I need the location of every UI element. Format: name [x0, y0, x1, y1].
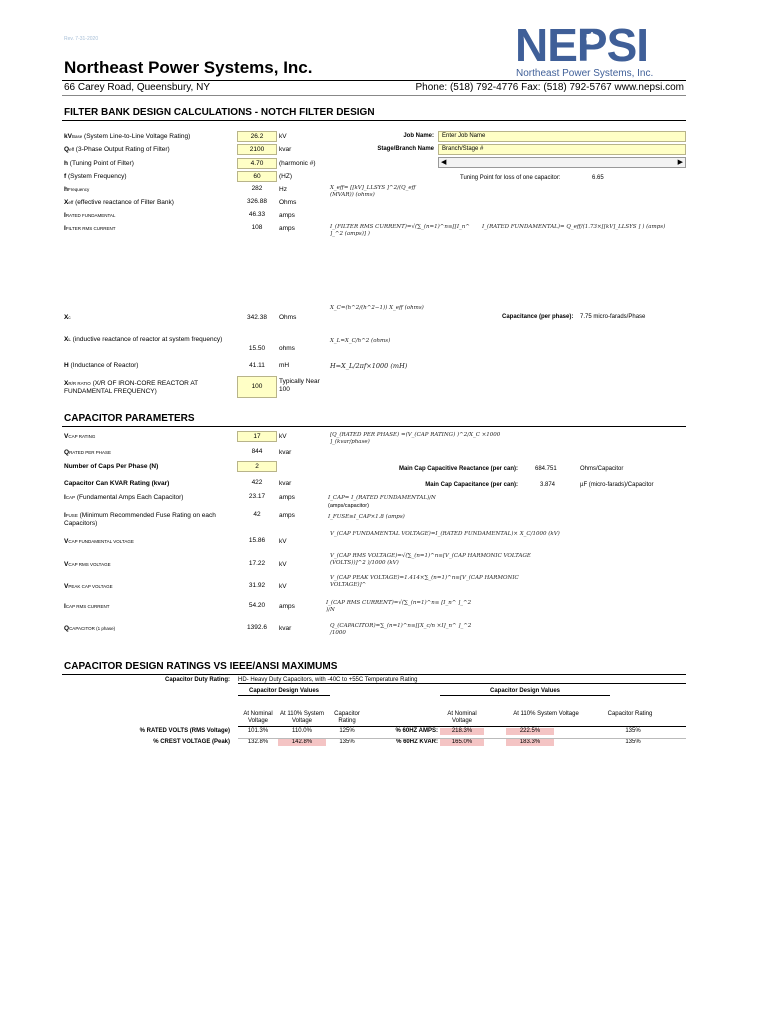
symbol: X: [64, 380, 69, 387]
subscript: CAP RMS VOLTAGE: [68, 562, 111, 567]
param-input[interactable]: 26.2: [237, 131, 277, 142]
symbol: I: [64, 494, 66, 501]
reactance-label: [64, 380, 234, 396]
symbol: Q: [64, 625, 70, 632]
revision-date: Rev. 7-31-2020: [64, 36, 99, 42]
main-cap-cap-value: 3.874: [540, 482, 556, 488]
symbol: V: [64, 561, 69, 568]
param-unit: Ohms: [279, 199, 297, 206]
nominal-value: 218.3%: [440, 728, 484, 735]
col-nominal-left: At Nominal Voltage: [243, 711, 273, 724]
cap-unit: amps: [279, 603, 295, 610]
qcap-formula: Q_(CAPACITOR)=∑_(n=1)^n≡[[X_c/n ×I]_n^ ]_^2 /1000: [330, 623, 472, 636]
capacitor-section-title: CAPACITOR PARAMETERS: [64, 413, 195, 424]
reactance-unit: ohms: [279, 345, 295, 352]
design-values-header-left: Capacitor Design Values: [238, 688, 330, 696]
contact-info: Phone: (518) 792-4776 Fax: (518) 792-5767 www.nepsi.com: [415, 82, 684, 93]
company-name: Northeast Power Systems, Inc.: [64, 58, 313, 77]
job-name-label: Job Name:: [403, 133, 434, 139]
subscript: eff: [68, 200, 74, 205]
power-icon: [584, 30, 600, 46]
table-bottom-rule: [238, 738, 686, 739]
subscript: Frequency: [67, 187, 90, 192]
scroll-right-icon[interactable]: ▶: [677, 159, 683, 166]
subscript: CAP FUNDAMENTAL VOLTAGE: [68, 539, 134, 544]
description: (effective reactance of Filter Bank): [75, 199, 174, 206]
param-value: 108: [251, 224, 263, 231]
rating-value: 135%: [625, 739, 641, 745]
main-cap-react-unit: Ohms/Capacitor: [580, 466, 624, 472]
main-cap-react-label: Main Cap Capacitive Reactance (per can):: [398, 466, 518, 472]
param-label: [64, 146, 234, 154]
v110-value: 222.5%: [506, 728, 554, 735]
symbol: kV: [64, 133, 72, 140]
cap-value: 42: [253, 511, 261, 518]
col-rating-right: Capacitor Rating: [607, 711, 653, 717]
param-label: [64, 212, 234, 220]
nominal-value: 165.0%: [440, 739, 484, 746]
description: Capacitor Can KVAR Rating (kvar): [64, 480, 170, 487]
param-label: [64, 225, 234, 233]
reactance-label: [64, 314, 234, 322]
description: (System Line-to-Line Voltage Rating): [84, 133, 191, 140]
cap-label: [64, 463, 234, 471]
nepsi-logo: [515, 19, 649, 71]
cap-unit: kV: [279, 538, 287, 545]
cap-value: 54.20: [248, 602, 266, 609]
cap-unit: kvar: [279, 449, 292, 456]
subscript: R/R RATIO: [68, 381, 91, 386]
cap-value: 17.22: [248, 560, 266, 567]
vcap-fund-formula: V_(CAP FUNDAMENTAL VOLTAGE)=I_(RATED FUNDAMENTAL)× X_C/1000 (kV): [330, 531, 560, 537]
stage-label: Stage/Branch Name: [377, 146, 434, 152]
cap-unit: kV: [279, 583, 287, 590]
subscript: CAP: [65, 495, 76, 500]
scroll-left-icon[interactable]: ◀: [441, 159, 447, 166]
logo-subtitle: Northeast Power Systems, Inc.: [516, 68, 654, 79]
cap-label: [64, 480, 234, 488]
cap-label: [64, 603, 234, 611]
rating-row-label: % CREST VOLTAGE (Peak): [153, 739, 230, 745]
param-unit: amps: [279, 225, 295, 232]
cap-label: [64, 512, 234, 528]
cap-label: [64, 449, 234, 457]
v110-value: 142.8%: [278, 739, 326, 746]
logo-text: NEPSI: [515, 19, 649, 71]
rating-value: 125%: [339, 728, 355, 734]
rating-row-label: % 60HZ KVAR:: [396, 739, 438, 745]
cap-unit: kvar: [279, 480, 292, 487]
subscript: RATED PER PHASE: [69, 450, 111, 455]
col-nominal-right: At Nominal Voltage: [447, 711, 477, 724]
subscript: FILTER RMS CURRENT: [65, 226, 116, 231]
rating-row-label: % 60HZ AMPS:: [395, 728, 438, 734]
reactance-unit: Typically Near 100: [279, 378, 320, 393]
icap-unit: (amps/capacitor): [328, 503, 369, 509]
vcap-peak-formula: V_(CAP PEAK VOLTAGE)=1.414×∑_(n=1)^n≡[V_(CAP HARMONIC VOLTAGE)]^: [330, 575, 519, 588]
param-input[interactable]: 4.70: [237, 158, 277, 169]
subscript: RATED FUNDAMENTAL: [65, 213, 116, 218]
symbol: X: [64, 336, 69, 343]
ifuse-formula: I_FUSE≥I_CAP×1.8 (amps): [328, 514, 405, 520]
symbol: H: [64, 362, 69, 369]
reactance-value: 41.11: [249, 362, 265, 369]
symbol: h: [64, 186, 68, 193]
subscript: FUSE: [65, 513, 78, 518]
cap-value: 844: [251, 448, 263, 455]
symbol: h: [64, 160, 68, 167]
symbol: V: [64, 583, 69, 590]
design-values-header-right: Capacitor Design Values: [440, 688, 610, 696]
symbol: I: [64, 225, 66, 232]
cap-unit: kvar: [279, 625, 292, 632]
cap-section-rule: [62, 426, 686, 427]
nominal-value: 101.3%: [247, 728, 269, 734]
nominal-value: 132.8%: [247, 739, 269, 745]
page-title: FILTER BANK DESIGN CALCULATIONS - NOTCH FILTER DESIGN: [64, 107, 375, 118]
reactance-value: 15.50: [248, 345, 266, 352]
ratings-rule: [62, 674, 686, 675]
subscript: L: [68, 337, 71, 342]
symbol: V: [64, 433, 69, 440]
param-value: 326.88: [247, 198, 267, 205]
icap-formula: I_CAP= I_(RATED FUNDAMENTAL)/N: [328, 495, 436, 501]
job-name-input[interactable]: Enter Job Name: [438, 131, 686, 142]
description: (Inductance of Reactor): [70, 362, 139, 369]
v110-value: 110.0%: [292, 728, 312, 734]
description: (3-Phase Output Rating of Filter): [75, 146, 170, 153]
cap-label: [64, 583, 234, 591]
h-formula: H=X_L/2πf×1000 (mH): [330, 362, 408, 370]
duty-label: Capacitor Duty Rating:: [164, 677, 230, 683]
cap-unit: amps: [279, 494, 295, 501]
xc-formula: X_C=(h^2/(h^2−1)) X_eff (ohms): [330, 305, 424, 311]
cap-unit: amps: [279, 512, 295, 519]
tuning-loss-value: 6.65: [592, 175, 604, 181]
subscript: eff: [69, 147, 74, 152]
title-rule: [62, 120, 686, 121]
capacitance-label: Capacitance (per phase):: [502, 314, 574, 320]
reactance-unit: mH: [279, 362, 290, 369]
qrated-formula: [Q_(RATED PER PHASE) =(V_(CAP RATING) )^2/X_C ×1000 ]_(kvar/phase): [330, 432, 501, 445]
param-label: [64, 186, 234, 194]
divider: [62, 95, 686, 96]
reactance-label: [64, 362, 234, 370]
param-value: 282: [251, 185, 263, 192]
ratings-section-title: CAPACITOR DESIGN RATINGS VS IEEE/ANSI MAXIMUMS: [64, 661, 338, 672]
address: 66 Carey Road, Queensbury, NY: [64, 82, 211, 93]
cap-label: [64, 538, 234, 546]
main-cap-cap-label: Main Cap Capacitance (per can):: [425, 482, 518, 488]
symbol: I: [64, 512, 66, 519]
cap-value: 31.92: [248, 582, 266, 589]
table-header-rule: [238, 726, 686, 727]
cap-label: [64, 625, 234, 633]
cap-unit: kV: [279, 433, 287, 440]
subscript: Base: [71, 134, 83, 139]
cap-input[interactable]: 17: [237, 431, 277, 442]
param-input[interactable]: 60: [237, 171, 277, 182]
cap-value: 15.86: [248, 537, 266, 544]
main-cap-react-value: 684.751: [535, 466, 557, 472]
col-110-right: At 110% System Voltage: [513, 711, 579, 717]
tuning-loss-label: Tuning Point for loss of one capacitor:: [460, 175, 561, 181]
reactance-value: 342.38: [247, 314, 267, 321]
param-value: 46.33: [248, 211, 266, 218]
horizontal-scrollbar[interactable]: [438, 157, 686, 168]
col-rating-left: Capacitor Rating: [334, 711, 360, 724]
subscript: CAP RMS CURRENT: [65, 604, 110, 609]
description: (Minimum Recommended Fuse Rating on each Capacitors): [64, 512, 216, 527]
param-input[interactable]: 2100: [237, 144, 277, 155]
cap-unit: kV: [279, 561, 287, 568]
duty-value: HD- Heavy Duty Capacitors, with -40C to +55C Temperature Rating: [238, 677, 686, 684]
param-unit: kvar: [279, 146, 292, 153]
symbol: Q: [64, 146, 70, 153]
cap-label: [64, 433, 234, 441]
cap-label: [64, 494, 234, 502]
subscript: PEAK CAP VOLTAGE: [68, 584, 113, 589]
ifilter-formula: I_(FILTER RMS CURRENT)=√(∑_(n=1)^n≡[[I_n^ ]_^2 (amps)] ): [330, 224, 470, 237]
param-label: [64, 199, 234, 207]
irated-formula: I_(RATED FUNDAMENTAL)= Q_eff/(1.73×[[kV]_LLSYS ] ) (amps): [482, 224, 666, 230]
cap-input[interactable]: 2: [237, 461, 277, 472]
reactance-label: [64, 336, 234, 344]
symbol: X: [64, 199, 69, 206]
description: (System Frequency): [67, 173, 127, 180]
cap-value: 422: [251, 479, 263, 486]
symbol: I: [64, 603, 66, 610]
param-label: [64, 160, 234, 168]
param-unit: amps: [279, 212, 295, 219]
param-label: [64, 133, 234, 141]
icap-rms-formula: I_(CAP RMS CURRENT)=√(∑_(n=1)^n≡ [I_n^ ]_^2 )/N: [326, 600, 472, 613]
main-cap-cap-unit: µF (micro-farads)/Capacitor: [580, 482, 654, 488]
description: Number of Caps Per Phase (N): [64, 463, 159, 470]
reactance-unit: Ohms: [279, 314, 297, 321]
vcap-rms-formula: V_(CAP RMS VOLTAGE)=√(∑_(n=1)^n≡[V_(CAP HARMONIC VOLTAGE (VOLTS))]^2 )/1000 (kV): [330, 553, 531, 566]
xeff-formula: X_eff= [[kV]_LLSYS ]^2/(Q_eff (MVAR)) (ohms): [330, 185, 416, 198]
description: (inductive reactance of reactor at system frequency): [72, 336, 223, 343]
xl-formula: X_L=X_C/h^2 (ohms): [330, 338, 391, 344]
rating-value: 135%: [339, 739, 355, 745]
capacitance-value: 7.75 micro-farads/Phase: [580, 314, 646, 320]
description: (Tuning Point of Filter): [69, 160, 134, 167]
description: (X/R OF IRON-CORE REACTOR AT FUNDAMENTAL FREQUENCY): [64, 380, 199, 395]
symbol: I: [64, 212, 66, 219]
cap-label: [64, 561, 234, 569]
param-label: [64, 173, 234, 181]
symbol: V: [64, 538, 69, 545]
cap-value: 23.17: [248, 493, 266, 500]
cap-value: 1392.6: [247, 624, 267, 631]
param-unit: (HZ): [279, 173, 292, 180]
subscript: CAP RATING: [68, 434, 96, 439]
param-unit: Hz: [279, 186, 287, 193]
rating-value: 135%: [625, 728, 641, 734]
subscript: CAPACITOR (1 phase): [69, 626, 116, 631]
param-unit: kV: [279, 133, 287, 140]
rating-row-label: % RATED VOLTS (RMS Voltage): [139, 728, 230, 734]
symbol: X: [64, 314, 69, 321]
xr-ratio-input[interactable]: 100: [237, 376, 277, 398]
v110-value: 183.3%: [506, 739, 554, 746]
symbol: Q: [64, 449, 70, 456]
description: (Fundamental Amps Each Capacitor): [76, 494, 184, 501]
subscript: c: [68, 315, 71, 320]
col-110-left: At 110% System Voltage: [280, 711, 324, 724]
param-unit: (harmonic #): [279, 160, 316, 167]
stage-input[interactable]: Branch/Stage #: [438, 144, 686, 155]
header-rule: [62, 80, 686, 81]
symbol: f: [64, 173, 67, 180]
